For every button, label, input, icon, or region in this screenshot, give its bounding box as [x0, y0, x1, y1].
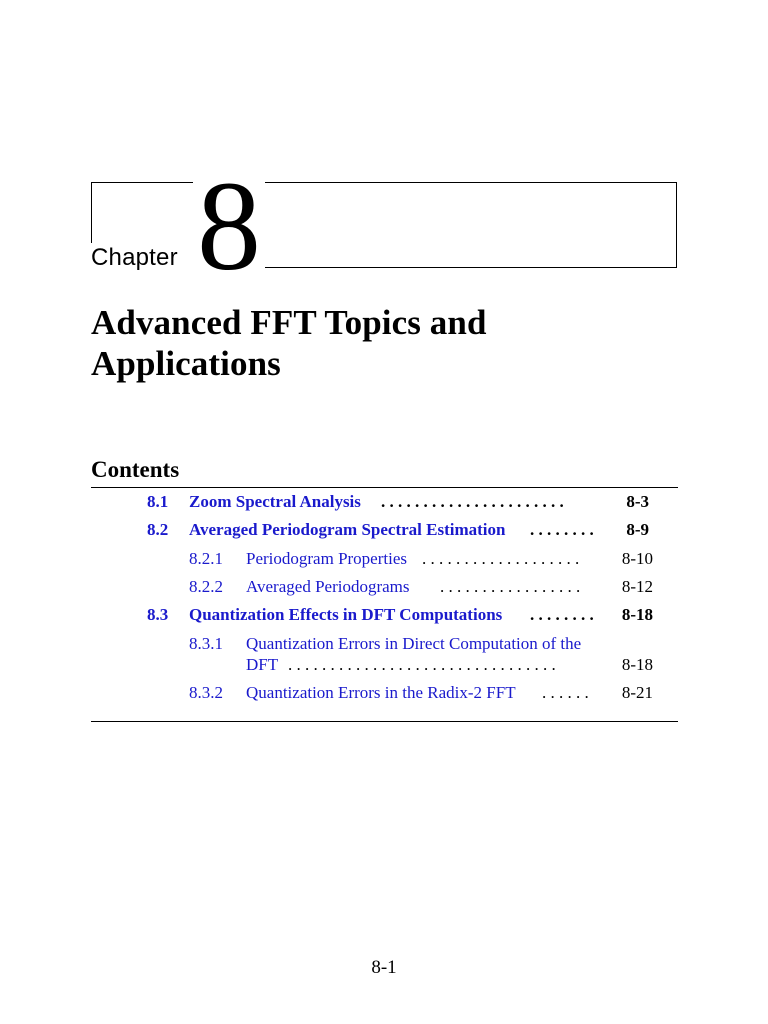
toc-entry-page: 8-12	[621, 577, 653, 596]
toc-entry-title-continued[interactable]: DFT	[246, 655, 279, 674]
toc-entry-page: 8-18	[621, 605, 653, 624]
toc-dot-leader: . . . . . . . .	[530, 520, 594, 539]
toc-entry-number: 8.2.2	[189, 577, 223, 596]
toc-entry-number: 8.2.1	[189, 549, 223, 568]
page-number: 8-1	[371, 957, 397, 978]
toc-entry-title[interactable]: Quantization Errors in the Radix-2 FFT	[246, 683, 516, 702]
toc-dot-leader: . . . . . .	[542, 683, 589, 702]
toc-entry-number: 8.3.2	[189, 683, 223, 702]
toc-entry-number: 8.3.1	[189, 634, 223, 653]
toc-entry-title[interactable]: Periodogram Properties	[246, 549, 407, 568]
chapter-title-line2: Applications	[91, 344, 281, 383]
toc-entry-title[interactable]: Quantization Effects in DFT Computations	[189, 605, 503, 624]
toc-entry-number: 8.1	[147, 492, 169, 511]
toc-entry-title[interactable]: Quantization Errors in Direct Computation of the	[246, 634, 582, 653]
toc-entry-page: 8-10	[621, 549, 653, 568]
toc-dot-leader: . . . . . . . . . . . . . . . . . . . . . .	[381, 492, 564, 511]
chapter-number: 8	[193, 168, 265, 284]
toc-entry-title[interactable]: Averaged Periodogram Spectral Estimation	[189, 520, 506, 539]
toc-entry-page: 8-3	[626, 492, 649, 511]
contents-bottom-rule	[91, 721, 678, 722]
chapter-title-line1: Advanced FFT Topics and	[91, 303, 487, 342]
toc-entry-title[interactable]: Zoom Spectral Analysis	[189, 492, 361, 511]
toc-entry-number: 8.2	[147, 520, 169, 539]
contents-heading: Contents	[91, 457, 180, 482]
toc-dot-leader: . . . . . . . . . . . . . . . . . . . . . . . . . . . . . . . .	[288, 655, 556, 674]
chapter-header-frame	[91, 182, 677, 268]
contents-top-rule	[91, 487, 678, 488]
chapter-label: Chapter	[91, 244, 178, 271]
toc-dot-leader: . . . . . . . . . . . . . . . . .	[440, 577, 581, 596]
chapter-title	[91, 302, 691, 384]
toc-entry-page: 8-9	[626, 520, 649, 539]
toc-dot-leader: . . . . . . . . . . . . . . . . . . .	[422, 549, 580, 568]
toc-dot-leader: . . . . . . . .	[530, 605, 594, 624]
toc-entry-page: 8-18	[621, 655, 653, 674]
toc-entry-number: 8.3	[147, 605, 169, 624]
toc-entry-page: 8-21	[621, 683, 653, 702]
toc-entry-title[interactable]: Averaged Periodograms	[246, 577, 410, 596]
